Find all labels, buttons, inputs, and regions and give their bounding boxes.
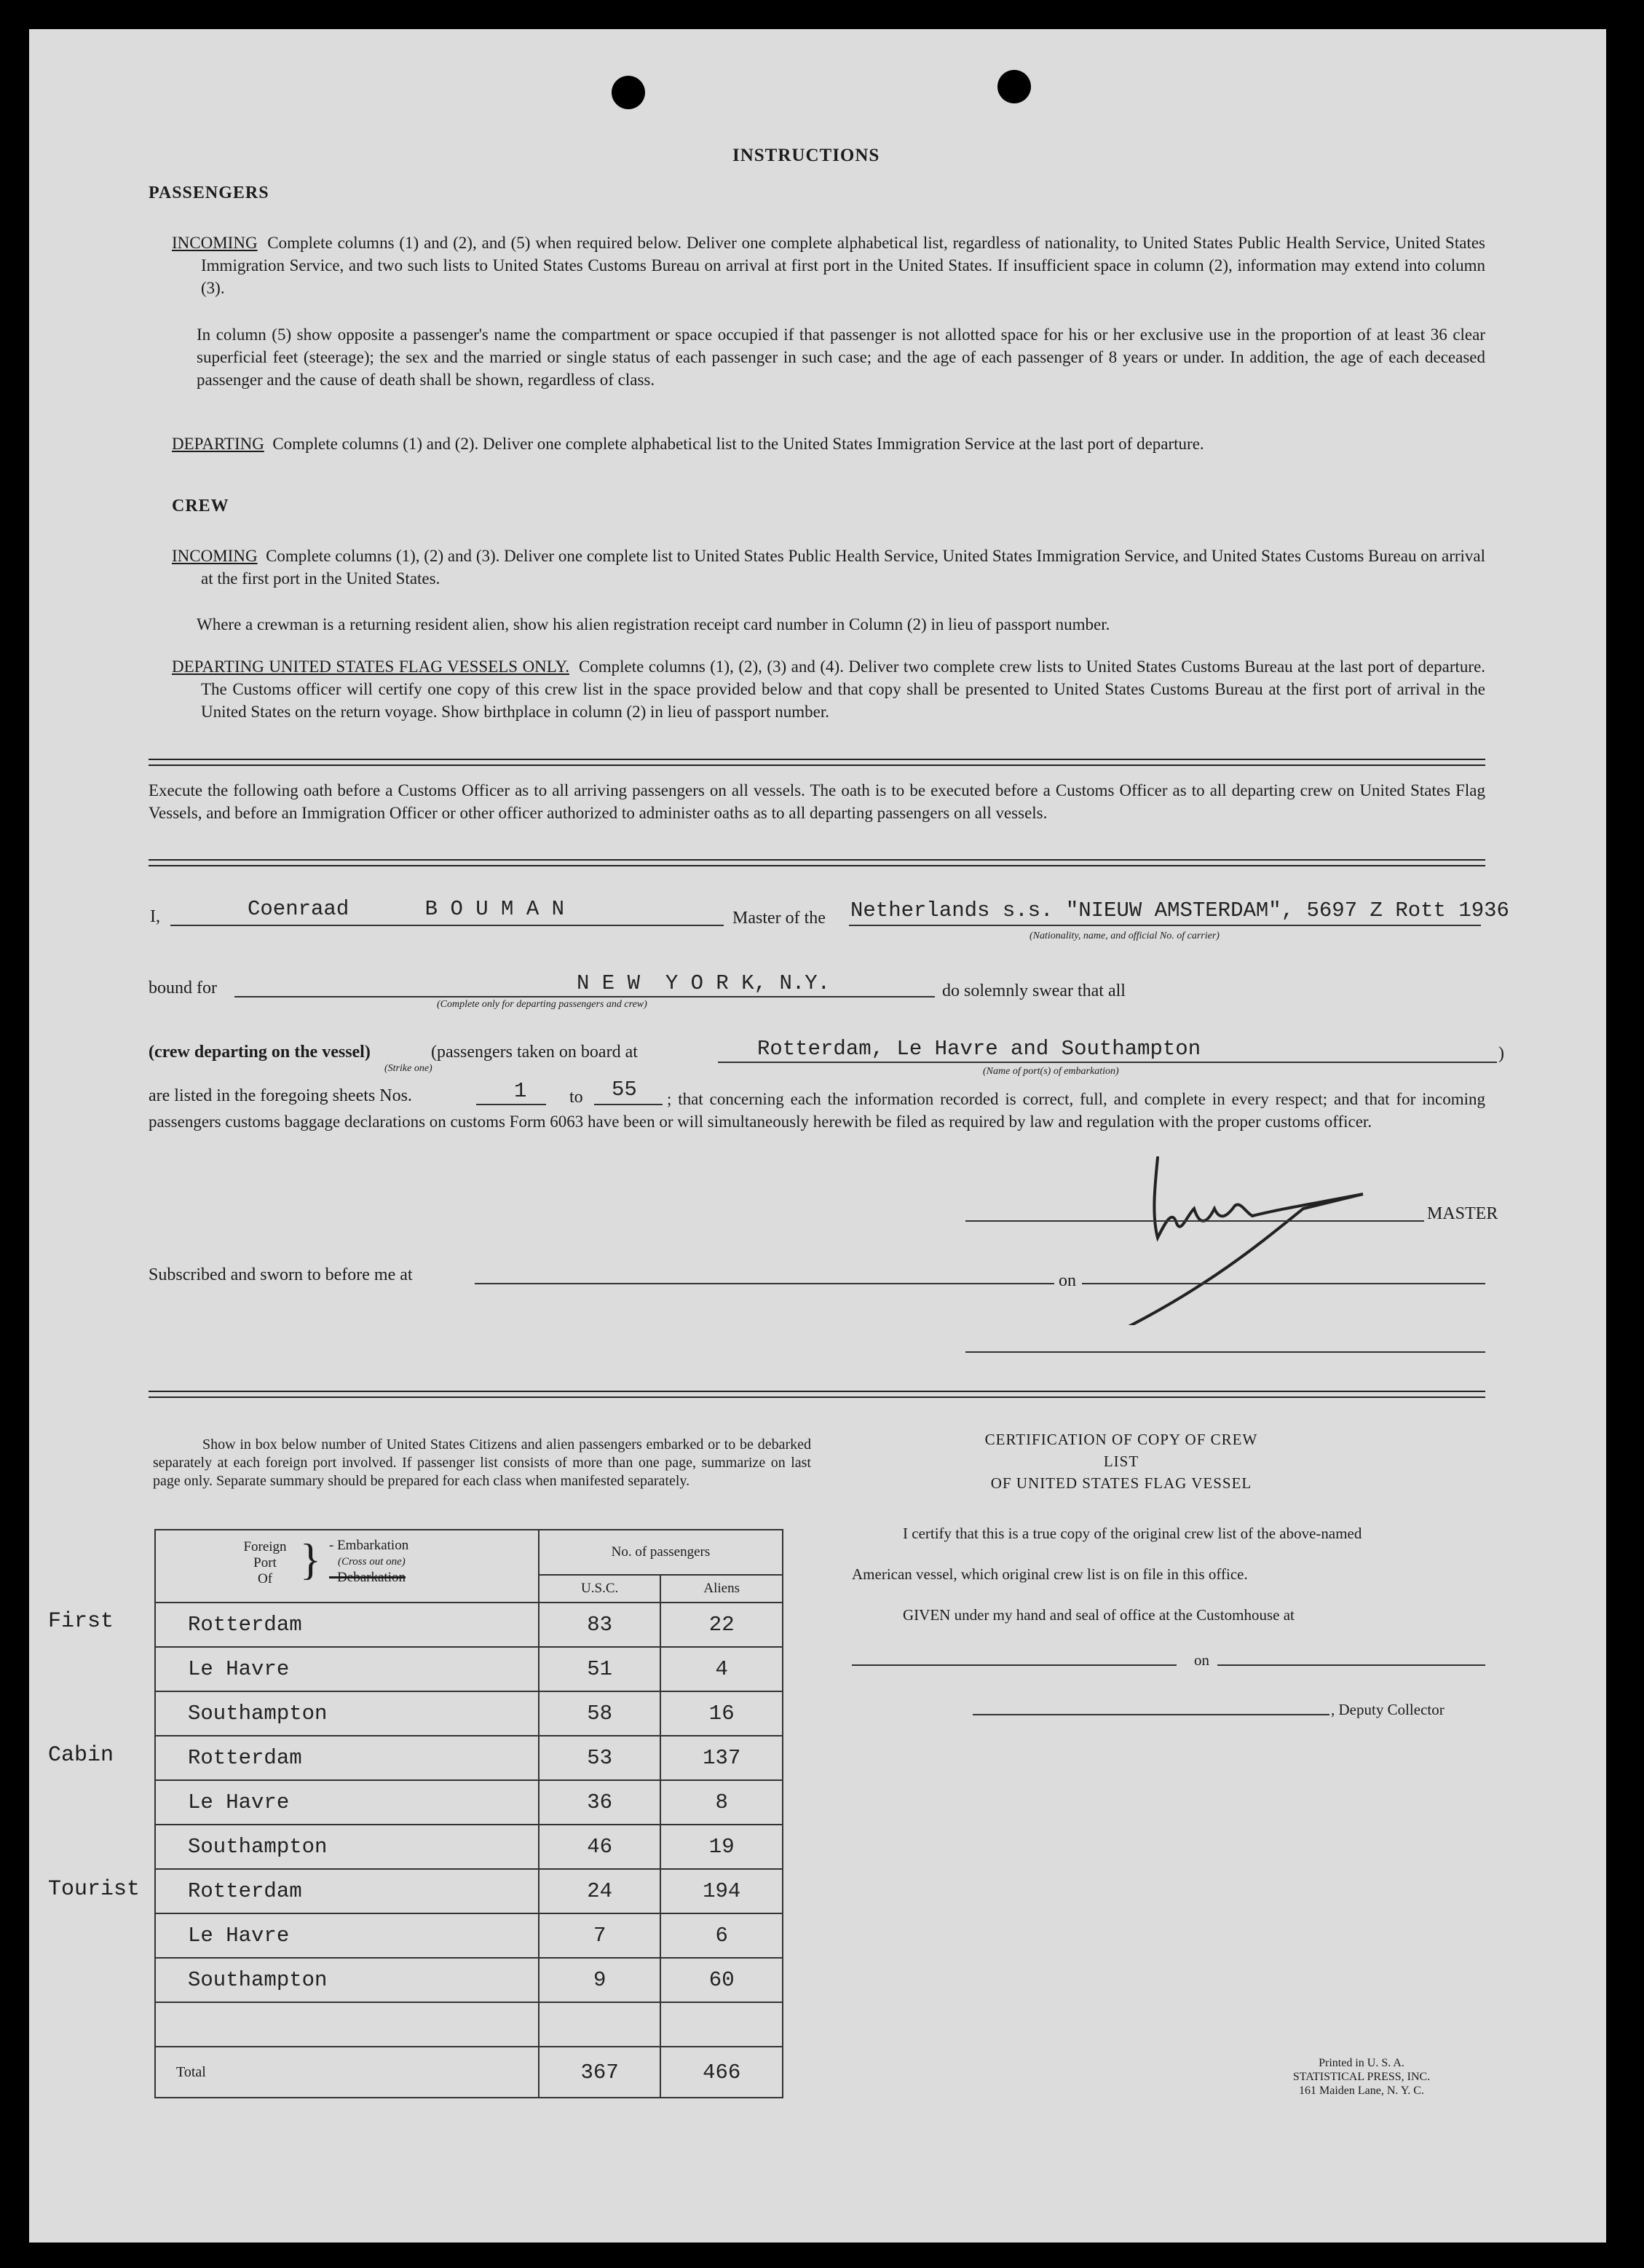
usc-cell: 36	[539, 1780, 661, 1825]
port-header	[229, 1539, 301, 1587]
passengers-taken-text: (passengers taken on board at	[431, 1043, 638, 1062]
crew-incoming	[172, 545, 1485, 590]
table-row	[155, 1647, 783, 1691]
master-name: Coenraad B O U M A N	[248, 897, 565, 921]
ports-caption: (Name of port(s) of embarkation)	[983, 1066, 1119, 1077]
ports-line	[718, 1062, 1497, 1063]
usc-cell: 9	[539, 1958, 661, 2002]
brace: }	[300, 1536, 321, 1584]
head-embarkation: - Embarkation	[329, 1538, 409, 1553]
table-row	[155, 1825, 783, 1869]
aliens-cell: 22	[660, 1603, 783, 1647]
port-cell: Rotterdam	[155, 1869, 539, 1913]
table-row	[155, 1958, 783, 2002]
subscribed-label: Subscribed and sworn to before me at	[149, 1265, 413, 1284]
printer-line1: Printed in U. S. A.	[1319, 2057, 1404, 2069]
vessel-name: Netherlands s.s. "NIEUW AMSTERDAM", 5697 Z Rott 1936	[850, 898, 1509, 922]
officer-signature-line	[965, 1351, 1485, 1353]
table-row	[155, 1913, 783, 1958]
total-label: Total	[155, 2047, 539, 2098]
aliens-cell: 60	[660, 1958, 783, 2002]
crew-departing-bold: (crew departing on the vessel)	[149, 1043, 371, 1062]
head-usc: U.S.C.	[539, 1575, 661, 1603]
listed-text: are listed in the foregoing sheets Nos.	[149, 1086, 412, 1105]
swear-text: do solemnly swear that all	[942, 981, 1126, 1000]
passengers-heading: PASSENGERS	[149, 183, 269, 202]
crewman-text: Where a crewman is a returning resident alien, show his alien registration receipt card number in Column (2) in lieu of passport number.	[197, 615, 1110, 633]
crew-departing-text	[149, 1043, 371, 1062]
passenger-summary-table	[154, 1529, 783, 2098]
aliens-cell: 16	[660, 1691, 783, 1736]
aliens-cell: 8	[660, 1780, 783, 1825]
certification-title-line1: CERTIFICATION OF COPY OF CREW LIST	[984, 1431, 1258, 1470]
port-cell: Le Havre	[155, 1647, 539, 1691]
class-label-cabin: Cabin	[48, 1743, 114, 1768]
i-label: I,	[150, 907, 160, 926]
aliens-cell: 137	[660, 1736, 783, 1780]
bound-caption: (Complete only for departing passengers and crew)	[437, 999, 647, 1010]
table-row	[155, 1603, 783, 1647]
master-signature-line	[965, 1220, 1424, 1222]
usc-cell: 58	[539, 1691, 661, 1736]
certification-text3: GIVEN under my hand and seal of office at the Customhouse at	[903, 1606, 1295, 1624]
aliens-cell: 19	[660, 1825, 783, 1869]
strike-caption: (Strike one)	[384, 1063, 432, 1074]
printer-line2: STATISTICAL PRESS, INC.	[1292, 2071, 1431, 2083]
passengers-departing	[172, 432, 1485, 455]
divider	[149, 759, 1485, 766]
table-row	[155, 1691, 783, 1736]
master-label: MASTER	[1427, 1204, 1498, 1223]
deputy-signature-line	[973, 1714, 1329, 1715]
usc-cell: 7	[539, 1913, 661, 1958]
master-signature	[1085, 1136, 1420, 1325]
total-row	[155, 2047, 783, 2098]
vessel-caption: (Nationality, name, and official No. of carrier)	[1030, 930, 1220, 941]
divider	[149, 859, 1485, 866]
certification-title	[968, 1429, 1274, 1494]
port-header-cell	[155, 1530, 539, 1603]
usc-cell: 53	[539, 1736, 661, 1780]
port-cell: Le Havre	[155, 1780, 539, 1825]
form-page	[29, 29, 1606, 2243]
sheet-from: 1	[514, 1079, 527, 1103]
certification-on-label: on	[1194, 1651, 1209, 1669]
head-port: Port	[253, 1555, 277, 1570]
sheet-to: 55	[612, 1078, 637, 1102]
bound-line	[234, 996, 935, 997]
vessel-line	[849, 925, 1481, 926]
punch-hole	[997, 70, 1031, 103]
flag-vessels	[172, 655, 1485, 723]
certification-text2: American vessel, which original crew list is on file in this office.	[852, 1565, 1248, 1583]
close-paren: )	[1498, 1044, 1504, 1063]
oath-instructions: Execute the following oath before a Customs Officer as to all arriving passengers on all vessels. The oath is to be executed before a Customs Officer as to all departing crew on United States Flag Vessels, and before an Immigration Officer or other officer authorized to administer oaths as to all departing passengers on all vessels.	[149, 781, 1485, 822]
table-row	[155, 1736, 783, 1780]
crew-incoming-text: Complete columns (1), (2) and (3). Deliver one complete list to United States Public Health Service, United States Immigration Service, and United States Customs Bureau on arrival at the first port in the United States.	[201, 547, 1485, 588]
empty-cell	[660, 2002, 783, 2047]
port-cell: Southampton	[155, 1825, 539, 1869]
port-cell: Rotterdam	[155, 1736, 539, 1780]
flag-text: Complete columns (1), (2), (3) and (4). Deliver two complete crew lists to United States Customs Bureau at the last port of departure. The Customs officer will certify one copy of this crew list in the space provided below and that copy shall be presented to United States Customs Bureau at the first port of arrival in the United States on the return voyage. Show birthplace in column (2) in lieu of passport number.	[201, 657, 1486, 721]
empty-cell	[155, 2002, 539, 2047]
departing-text: Complete columns (1) and (2). Deliver one complete alphabetical list to the United States Immigration Service at the last port of departure.	[272, 435, 1204, 453]
aliens-cell: 6	[660, 1913, 783, 1958]
instructions-title: INSTRUCTIONS	[732, 146, 880, 165]
divider	[149, 1391, 1485, 1398]
punch-hole	[612, 76, 645, 109]
correct-text: ; that concerning each the information recorded is correct, full, and complete in every respect; and that for incoming passengers customs baggage declarations on customs Form 6063 have been or will simultaneously herewith be filed as required by law and regulation with the proper customs officer.	[149, 1090, 1485, 1131]
head-crossout: (Cross out one)	[338, 1556, 406, 1568]
subscribed-place-line	[475, 1283, 1054, 1284]
aliens-cell: 4	[660, 1647, 783, 1691]
usc-cell: 51	[539, 1647, 661, 1691]
usc-cell: 24	[539, 1869, 661, 1913]
head-aliens: Aliens	[660, 1575, 783, 1603]
passengers-incoming	[172, 232, 1485, 299]
aliens-cell: 194	[660, 1869, 783, 1913]
certification-date-line	[1217, 1664, 1485, 1666]
port-cell: Rotterdam	[155, 1603, 539, 1647]
total-aliens: 466	[660, 2047, 783, 2098]
incoming-text: Complete columns (1) and (2), and (5) when required below. Deliver one complete alphabetical list, regardless of nationality, to United States Public Health Service, United States Immigration Service, and two such lists to United States Customs Bureau on arrival at first port in the United States. If insufficient space in column (2), information may extend into column (3).	[201, 234, 1485, 297]
ports-value: Rotterdam, Le Havre and Southampton	[757, 1037, 1201, 1061]
master-of-label: Master of the	[732, 909, 826, 928]
crew-incoming-label: INCOMING	[172, 547, 258, 565]
port-cell: Southampton	[155, 1691, 539, 1736]
printer-line3: 161 Maiden Lane, N. Y. C.	[1299, 2085, 1424, 2097]
certification-title-line2: OF UNITED STATES FLAG VESSEL	[990, 1474, 1252, 1492]
class-label-tourist: Tourist	[48, 1877, 141, 1902]
deputy-collector-label: , Deputy Collector	[1331, 1701, 1445, 1718]
usc-cell: 83	[539, 1603, 661, 1647]
table-row	[155, 1869, 783, 1913]
usc-cell: 46	[539, 1825, 661, 1869]
head-debarkation: - Debarkation	[329, 1570, 406, 1585]
total-usc: 367	[539, 2047, 661, 2098]
table-row	[155, 1780, 783, 1825]
name-line	[170, 925, 724, 926]
head-of: Of	[257, 1571, 273, 1587]
printer-imprint	[1260, 2056, 1463, 2098]
subscribed-on-label: on	[1059, 1271, 1076, 1290]
bound-for-label: bound for	[149, 979, 217, 997]
customhouse-line	[852, 1664, 1177, 1666]
class-label-first: First	[48, 1609, 114, 1634]
departing-label: DEPARTING	[172, 435, 264, 453]
bound-for-value: N E W Y O R K, N.Y.	[577, 971, 831, 995]
to-label: to	[569, 1088, 583, 1107]
certification-text1: I certify that this is a true copy of the original crew list of the above-named	[903, 1525, 1362, 1542]
flag-label: DEPARTING UNITED STATES FLAG VESSELS ONLY.	[172, 657, 569, 676]
empty-row	[155, 2002, 783, 2047]
empty-cell	[539, 2002, 661, 2047]
head-foreign: Foreign	[243, 1539, 287, 1554]
summary-note: Show in box below number of United States Citizens and alien passengers embarked or to be debarked separately at each foreign port involved. If passenger list consists of more than one page, summarize on last page only. Separate summary should be prepared for each class when manifested separately.	[153, 1437, 811, 1489]
incoming-label: INCOMING	[172, 234, 258, 252]
embarkation-header	[329, 1538, 408, 1586]
crew-heading: CREW	[172, 497, 229, 515]
port-cell: Le Havre	[155, 1913, 539, 1958]
head-passengers: No. of passengers	[539, 1530, 783, 1575]
subscribed-date-line	[1082, 1283, 1485, 1284]
column5-text: In column (5) show opposite a passenger's name the compartment or space occupied if that passenger is not allotted space for his or her exclusive use in the proportion of at least 36 clear superficial feet (steerage); the sex and the married or single status of each passenger in such case; and the age of each passenger of 8 years or under. In addition, the age of each deceased passenger and the cause of death shall be shown, regardless of class.	[197, 325, 1485, 389]
port-cell: Southampton	[155, 1958, 539, 2002]
